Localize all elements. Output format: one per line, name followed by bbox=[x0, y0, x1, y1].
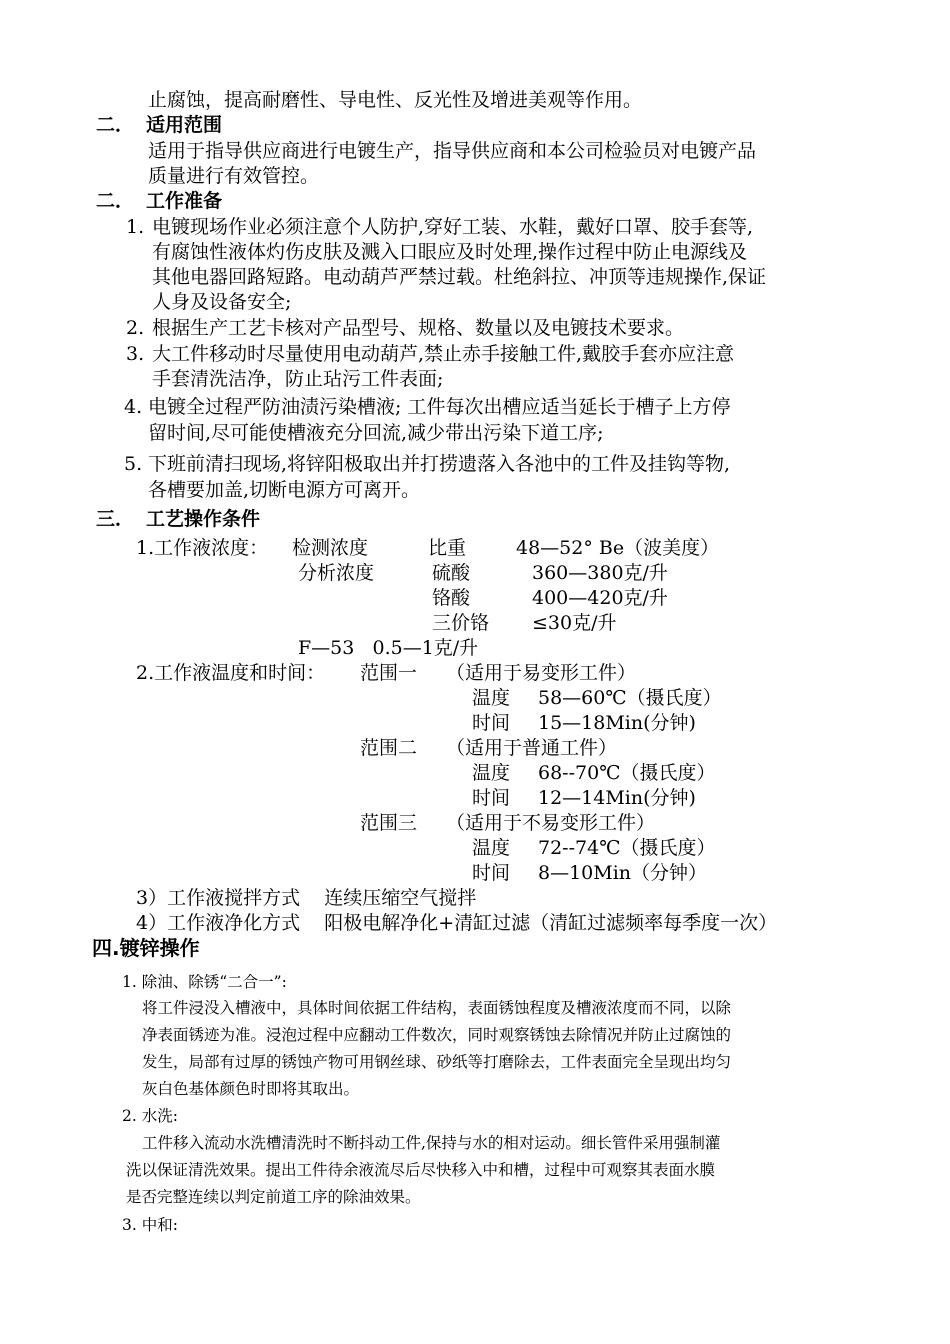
range-3-temp: 72--74℃（摄氏度） bbox=[538, 837, 716, 859]
step-1-line-3: 发生，局部有过厚的锈蚀产物可用钢丝球、砂纸等打磨除去，工件表面完全呈现出均匀 bbox=[142, 1053, 732, 1071]
prep-item-3-line-2: 手套清洗洁净，防止玷污工件表面; bbox=[152, 368, 444, 390]
step-1-line-1: 将工件浸没入槽液中，具体时间依据工件结构，表面锈蚀程度及槽液浓度而不同，以除 bbox=[142, 999, 732, 1017]
range-1-temp-label: 温度 bbox=[472, 687, 511, 709]
trivalent-chromium-label: 三价铬 bbox=[432, 612, 490, 634]
range-1-temp: 58—60℃（摄氏度） bbox=[538, 687, 722, 709]
prep-item-3-number: 3. bbox=[126, 343, 145, 365]
prep-item-5-line-1: 下班前清扫现场,将锌阳极取出并打捞遗落入各池中的工件及挂钩等物, bbox=[148, 453, 731, 475]
specific-gravity-label: 比重 bbox=[428, 537, 467, 559]
range-3-time: 8—10Min（分钟） bbox=[538, 862, 708, 884]
f53-value: F—53 0.5—1克/升 bbox=[298, 637, 479, 659]
sulfuric-acid-value: 360—380克/升 bbox=[532, 562, 668, 584]
prep-item-2-number: 2. bbox=[126, 317, 145, 339]
section-scope-title: 适用范围 bbox=[146, 114, 223, 136]
step-2-heading: 2. 水洗: bbox=[122, 1107, 178, 1125]
range-2-time-label: 时间 bbox=[472, 787, 511, 809]
prep-item-1-line-2: 有腐蚀性液体灼伤皮肤及溅入口眼应及时处理,操作过程中防止电源线及 bbox=[152, 241, 748, 263]
trivalent-chromium-value: ≤30克/升 bbox=[532, 612, 617, 634]
prep-item-1-line-1: 电镀现场作业必须注意个人防护,穿好工装、水鞋，戴好口罩、胶手套等, bbox=[152, 216, 754, 238]
range-3-time-label: 时间 bbox=[472, 862, 511, 884]
scope-line-1: 适用于指导供应商进行电镀生产，指导供应商和本公司检验员对电镀产品 bbox=[148, 140, 757, 162]
range-2-temp-label: 温度 bbox=[472, 762, 511, 784]
specific-gravity-value: 48—52° Be（波美度） bbox=[516, 537, 720, 559]
section-scope-number: 二． bbox=[96, 114, 135, 136]
analysis-concentration-label: 分析浓度 bbox=[298, 562, 375, 584]
prep-item-1-line-4: 人身及设备安全; bbox=[152, 291, 292, 313]
concentration-label: 1.工作液浓度： bbox=[136, 537, 269, 559]
section-conditions-number: 三． bbox=[96, 508, 135, 530]
step-1-line-2: 净表面锈迹为准。浸泡过程中应翻动工件数次，同时观察锈蚀去除情况并防止过腐蚀的 bbox=[142, 1026, 732, 1044]
prep-item-1-line-3: 其他电器回路短路。电动葫芦严禁过载。杜绝斜拉、冲顶等违规操作,保证 bbox=[152, 266, 767, 288]
step-2-line-2: 洗以保证清洗效果。提出工件待余液流尽后尽快移入中和槽，过程中可观察其表面水膜 bbox=[126, 1161, 716, 1179]
range-1-desc: （适用于易变形工件） bbox=[446, 662, 637, 684]
section-galvanizing-title: 四.镀锌操作 bbox=[92, 936, 200, 960]
prep-item-5-line-2: 各槽要加盖,切断电源方可离开。 bbox=[148, 479, 421, 501]
prep-item-1-number: 1. bbox=[126, 216, 145, 238]
intro-tail: 止腐蚀，提高耐磨性、导电性、反光性及增进美观等作用。 bbox=[148, 89, 643, 111]
range-1-time: 15—18Min(分钟) bbox=[538, 712, 696, 734]
section-prep-title: 工作准备 bbox=[146, 190, 223, 212]
range-3-temp-label: 温度 bbox=[472, 837, 511, 859]
step-2-line-1: 工件移入流动水洗槽清洗时不断抖动工件,保持与水的相对运动。细长管件采用强制灌 bbox=[142, 1134, 721, 1152]
range-3-desc: （适用于不易变形工件） bbox=[446, 812, 656, 834]
step-1-heading: 1. 除油、除锈“二合一”: bbox=[122, 973, 287, 991]
range-3-name: 范围三 bbox=[360, 812, 418, 834]
step-1-line-4: 灰白色基体颜色时即将其取出。 bbox=[142, 1080, 360, 1098]
section-prep-number: 二． bbox=[96, 190, 135, 212]
sulfuric-acid-label: 硫酸 bbox=[432, 562, 471, 584]
step-3-heading: 3. 中和: bbox=[122, 1216, 178, 1234]
section-conditions-title: 工艺操作条件 bbox=[146, 508, 261, 530]
temperature-time-label: 2.工作液温度和时间： bbox=[136, 662, 326, 684]
range-2-desc: （适用于普通工件） bbox=[446, 737, 618, 759]
prep-item-5-number: 5. bbox=[124, 453, 143, 475]
range-2-name: 范围二 bbox=[360, 737, 418, 759]
range-1-name: 范围一 bbox=[360, 662, 418, 684]
prep-item-4-line-1: 电镀全过程严防油渍污染槽液; 工件每次出槽应适当延长于槽子上方停 bbox=[148, 396, 731, 418]
prep-item-4-number: 4. bbox=[124, 396, 143, 418]
chromic-acid-label: 铬酸 bbox=[432, 587, 471, 609]
detect-concentration-label: 检测浓度 bbox=[292, 537, 369, 559]
prep-item-4-line-2: 留时间,尽可能使槽液充分回流,减少带出污染下道工序; bbox=[148, 422, 604, 444]
purification-method: 4）工作液净化方式 阳极电解净化+清缸过滤（清缸过滤频率每季度一次） bbox=[136, 912, 778, 934]
step-2-line-3: 是否完整连续以判定前道工序的除油效果。 bbox=[126, 1188, 421, 1206]
range-2-time: 12—14Min(分钟) bbox=[538, 787, 696, 809]
stirring-method: 3）工作液搅拌方式 连续压缩空气搅拌 bbox=[136, 887, 477, 909]
range-2-temp: 68--70℃（摄氏度） bbox=[538, 762, 716, 784]
prep-item-2-line-1: 根据生产工艺卡核对产品型号、规格、数量以及电镀技术要求。 bbox=[152, 317, 685, 339]
chromic-acid-value: 400—420克/升 bbox=[532, 587, 668, 609]
prep-item-3-line-1: 大工件移动时尽量使用电动葫芦,禁止赤手接触工件,戴胶手套亦应注意 bbox=[152, 343, 735, 365]
range-1-time-label: 时间 bbox=[472, 712, 511, 734]
scope-line-2: 质量进行有效管控。 bbox=[148, 165, 320, 187]
